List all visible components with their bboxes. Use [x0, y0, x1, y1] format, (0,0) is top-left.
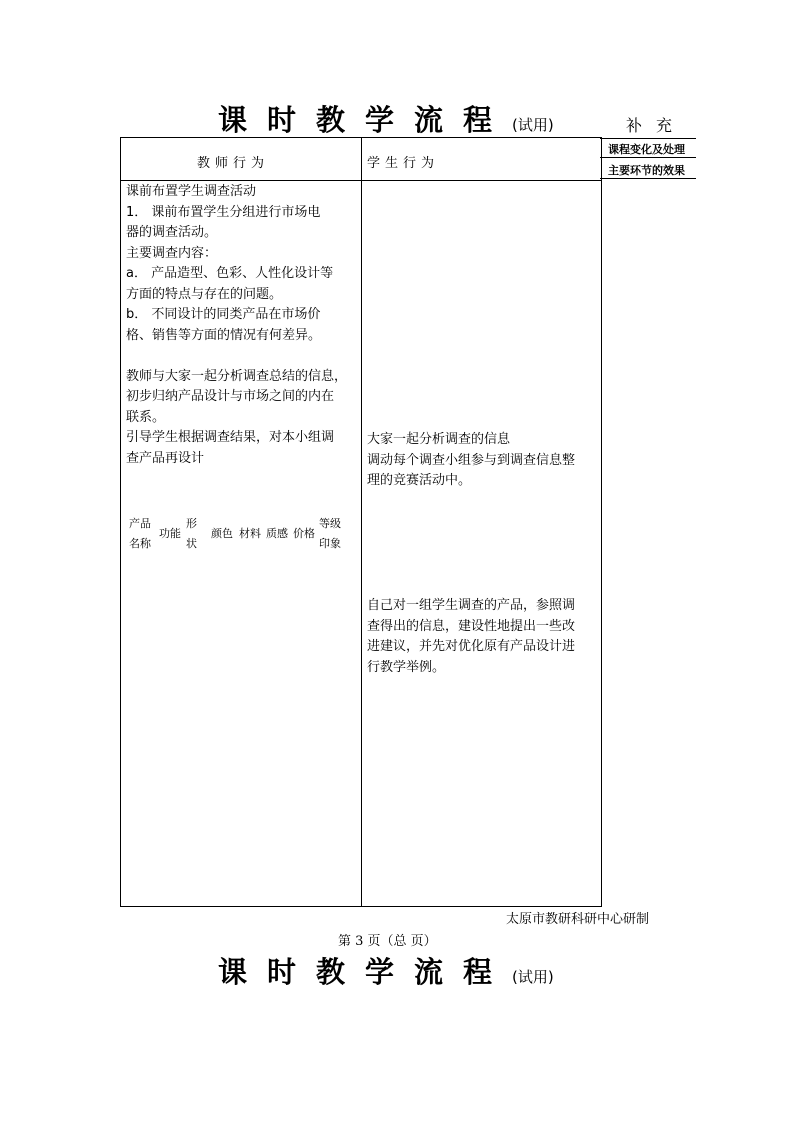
survey-header-material: 材料 [239, 527, 261, 540]
page-title-repeat-suffix: (试用) [512, 968, 554, 986]
teacher-line: 器的调查活动。 [126, 225, 218, 240]
student-line: 大家一起分析调查的信息 [367, 432, 511, 447]
page-title-suffix: (试用) [512, 116, 554, 134]
teacher-line: b． 不同设计的同类产品在市场价 [126, 307, 321, 322]
page-title-text: 课时教学流程 [218, 103, 513, 137]
student-actions-analysis [367, 430, 597, 492]
teacher-line: 查产品再设计 [126, 450, 205, 466]
survey-header-grade-1: 等级 [319, 517, 341, 530]
survey-header-name-1: 产品 [129, 517, 151, 530]
column-divider [361, 138, 362, 906]
survey-header-color: 颜色 [211, 527, 233, 540]
teacher-line: 初步归纳产品设计与市场之间的内在 [126, 389, 335, 404]
supplement-label: 补充 [626, 116, 687, 135]
survey-header-name-2: 名称 [129, 537, 151, 550]
student-line: 调动每个调查小组参与到调查信息整 [367, 452, 576, 468]
teacher-line: 主要调查内容： [126, 245, 218, 261]
side-notes-box [600, 138, 696, 180]
survey-header-function: 功能 [159, 527, 181, 540]
teacher-line: 引导学生根据调查结果，对本小组调 [126, 430, 335, 445]
teacher-line: 格、销售等方面的情况有何差异。 [126, 327, 322, 343]
lesson-flow-table [120, 137, 602, 907]
survey-header-grade-2: 印象 [319, 537, 341, 550]
survey-header-shape-2: 状 [186, 537, 197, 550]
student-line: 进建议，并先对优化原有产品设计进 [367, 639, 576, 654]
side-divider-top [600, 138, 696, 139]
side-note-key-effects: 主要环节的效果 [608, 164, 685, 177]
page-title-repeat [218, 950, 554, 990]
student-line: 理的竞赛活动中。 [367, 473, 472, 488]
column-header-student: 学生行为 [367, 156, 440, 171]
student-line: 查得出的信息，建设性地提出一些改 [367, 618, 576, 634]
footer-page-number: 第 3 页（总 页） [338, 934, 437, 949]
survey-header-texture: 质感 [266, 527, 288, 540]
teacher-line: 课前布置学生调查活动 [126, 184, 257, 199]
teacher-line: 联系。 [126, 409, 166, 425]
teacher-line-blank [126, 346, 358, 367]
survey-header-price: 价格 [293, 527, 315, 540]
header-divider [121, 180, 601, 181]
column-header-teacher: 教师行为 [197, 156, 270, 171]
page-title-repeat-text: 课时教学流程 [218, 955, 513, 989]
survey-header-shape-1: 形 [186, 517, 197, 530]
teacher-line: 1． 课前布置学生分组进行市场电 [126, 204, 321, 220]
page-title [218, 98, 554, 138]
side-divider-bottom [600, 178, 696, 179]
teacher-actions [126, 182, 358, 469]
side-divider-middle [600, 157, 696, 158]
student-line: 行教学举例。 [367, 659, 446, 675]
student-actions-redesign [367, 596, 597, 678]
teacher-line: 教师与大家一起分析调查总结的信息， [126, 368, 348, 384]
footer-organization: 太原市教研科研中心研制 [506, 912, 650, 927]
teacher-line: 方面的特点与存在的问题。 [126, 286, 283, 302]
survey-table-headers [127, 516, 359, 558]
student-line: 自己对一组学生调查的产品，参照调 [367, 598, 576, 613]
teacher-line: a． 产品造型、色彩、人性化设计等 [126, 266, 334, 281]
side-note-course-changes: 课程变化及处理 [608, 143, 685, 156]
